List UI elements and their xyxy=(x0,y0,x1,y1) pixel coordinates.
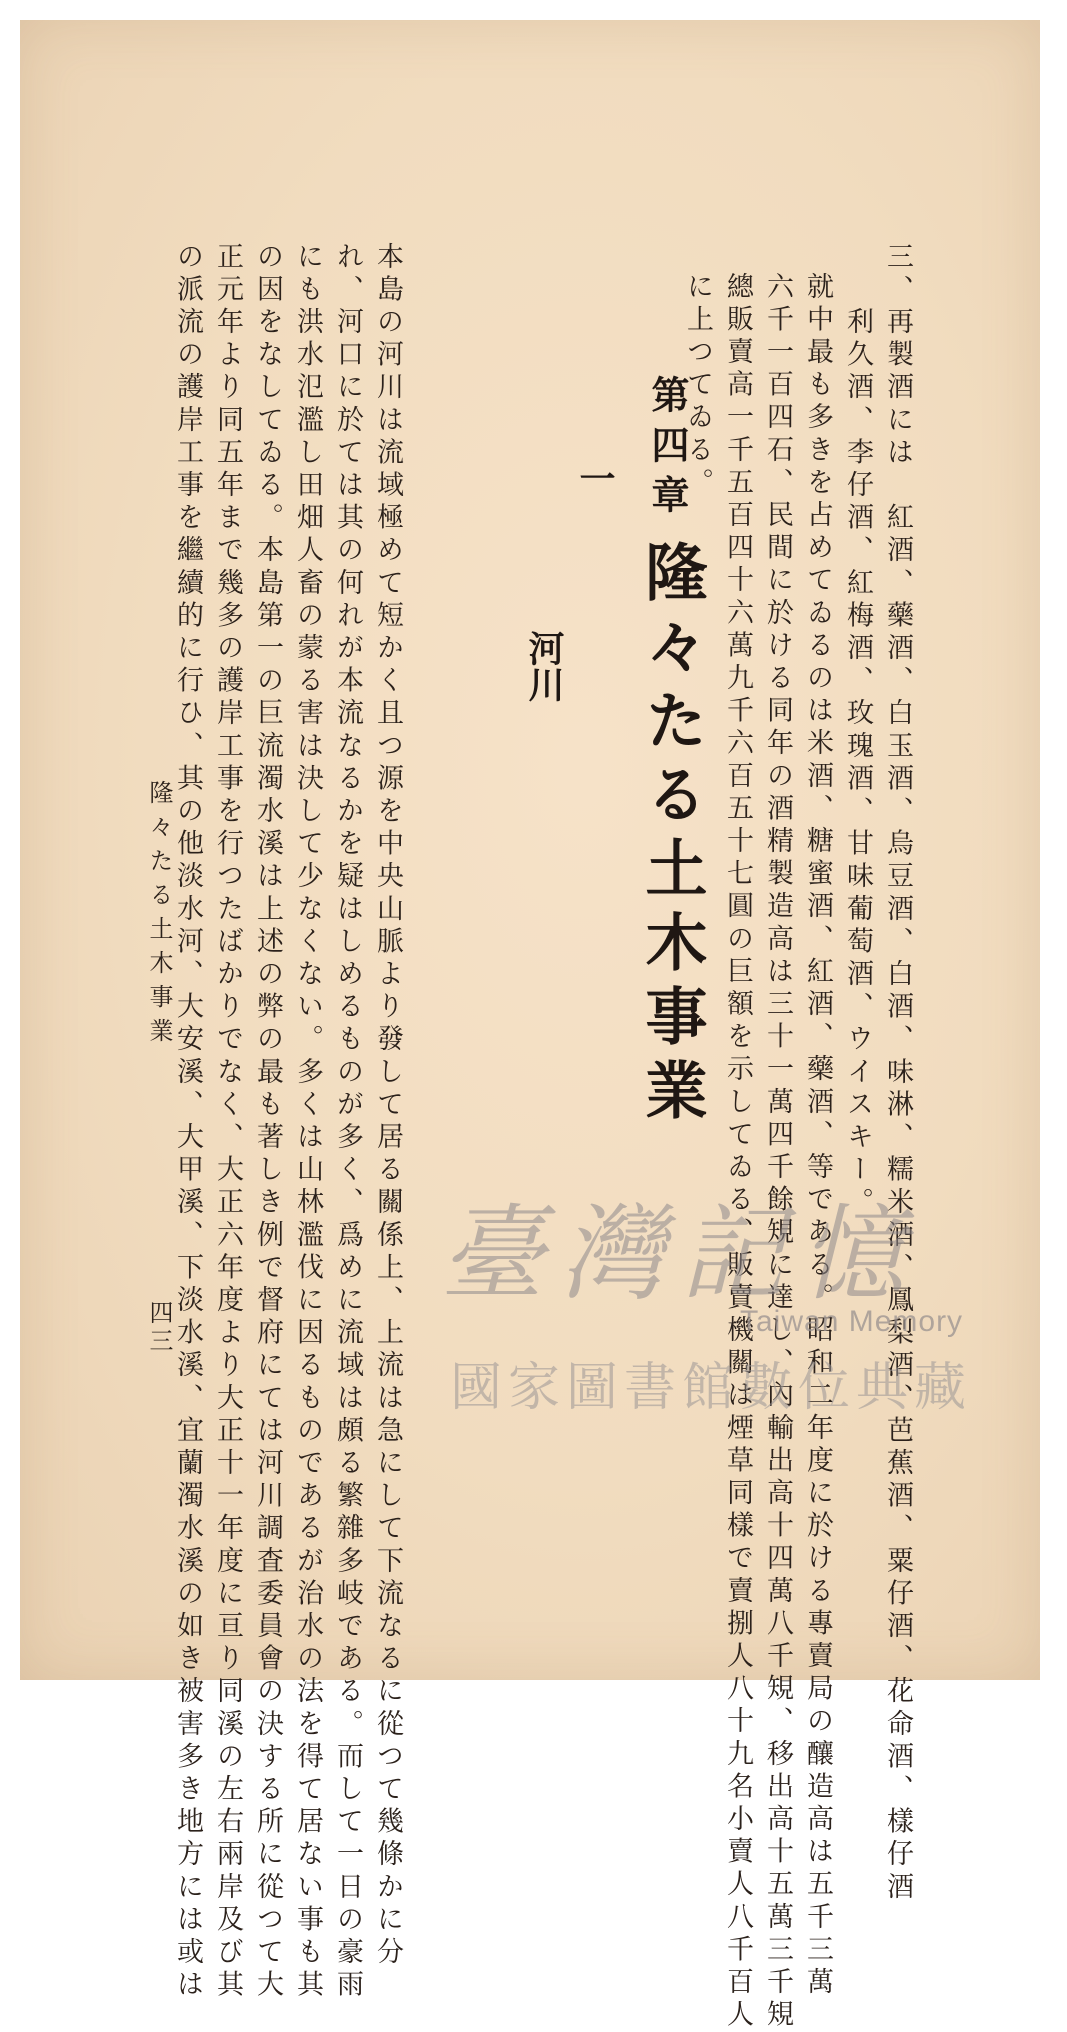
text-column: 三、再製酒には 紅酒、藥酒、白玉酒、烏豆酒、白酒、味淋、糯米酒、鳳梨酒、芭蕉酒、粟仔酒、花命酒、樣仔酒 xyxy=(882,242,913,1905)
running-head: 隆々たる土木事業 xyxy=(145,780,173,1052)
section-number: 一 xyxy=(574,460,615,496)
text-column xyxy=(842,242,872,1220)
svg-text:臺灣記憶: 臺灣記憶 xyxy=(440,1193,921,1310)
section-heading xyxy=(518,460,620,702)
text-column: 本島の河川は流域極めて短かく且つ源を中央山脈より發して居る關係上、上流は急にして下流なるに從つて幾條かに分 xyxy=(372,242,403,1970)
watermark-logo xyxy=(440,1190,960,1310)
watermark-library: 國家圖書館數位典藏 xyxy=(450,1358,973,1418)
text-column: 總販賣高一千五百四十六萬九千六百五十七圓の巨額を示してゐる、販賣機關は煙草同樣で賣捌人八十九名小賣人八千百人 xyxy=(722,272,753,2032)
text-column: 六千一百四石、民間に於ける同年の酒精製造高は三十一萬四千餘䂓に達し、內輸出高十四萬八千䂓、移出高十五萬三千䂓 xyxy=(762,272,793,2032)
watermark-subtitle: Taiwan Memory xyxy=(740,1305,964,1338)
text-column-part: 利久酒、李仔酒、紅梅酒、玫瑰酒、甘味葡萄酒、ウイスキー。 xyxy=(842,242,873,1220)
page-number: 四三 xyxy=(145,1300,173,1356)
chapter-number: 第四章 xyxy=(645,375,689,525)
text-column: の派流の護岸工事を繼續的に行ひ、其の他淡水河、大安溪、大甲溪、下淡水溪、宜蘭濁水溪の如き被害多き地方には或は xyxy=(172,242,203,2003)
text-column: 正元年より同五年まで幾多の護岸工事を行つたばかりでなく、大正六年度より大正十一年度に亘り同溪の左右兩岸及び其 xyxy=(212,242,243,2003)
chapter-title: 隆々たる土木事業 xyxy=(635,540,708,1132)
text-column: に上つてゐる。 xyxy=(682,272,713,501)
book-page xyxy=(20,20,1040,2032)
text-column: 就中最も多きを占めてゐるのは米酒、糖蜜酒、紅酒、藥酒、等である。昭和二年度に於ける專賣局の釀造高は五千三萬 xyxy=(802,272,833,2000)
text-column: にも洪水氾濫し田畑人畜の蒙る害は決して少なくない。多くは山林濫伐に因るものであるが治水の法を得て居ない事も其 xyxy=(292,242,323,2003)
text-column: れ、河口に於ては其の何れが本流なるかを疑はしめるものが多く、爲めに流域は頗る繁雜多岐である。而して一日の豪雨 xyxy=(332,242,363,2003)
text-column: の因をなしてゐる。本島第一の巨流濁水溪は上述の弊の最も著しき例で督府にては河川調査委員會の決する所に從つて大 xyxy=(252,242,283,2003)
section-title: 河川 xyxy=(523,630,564,702)
